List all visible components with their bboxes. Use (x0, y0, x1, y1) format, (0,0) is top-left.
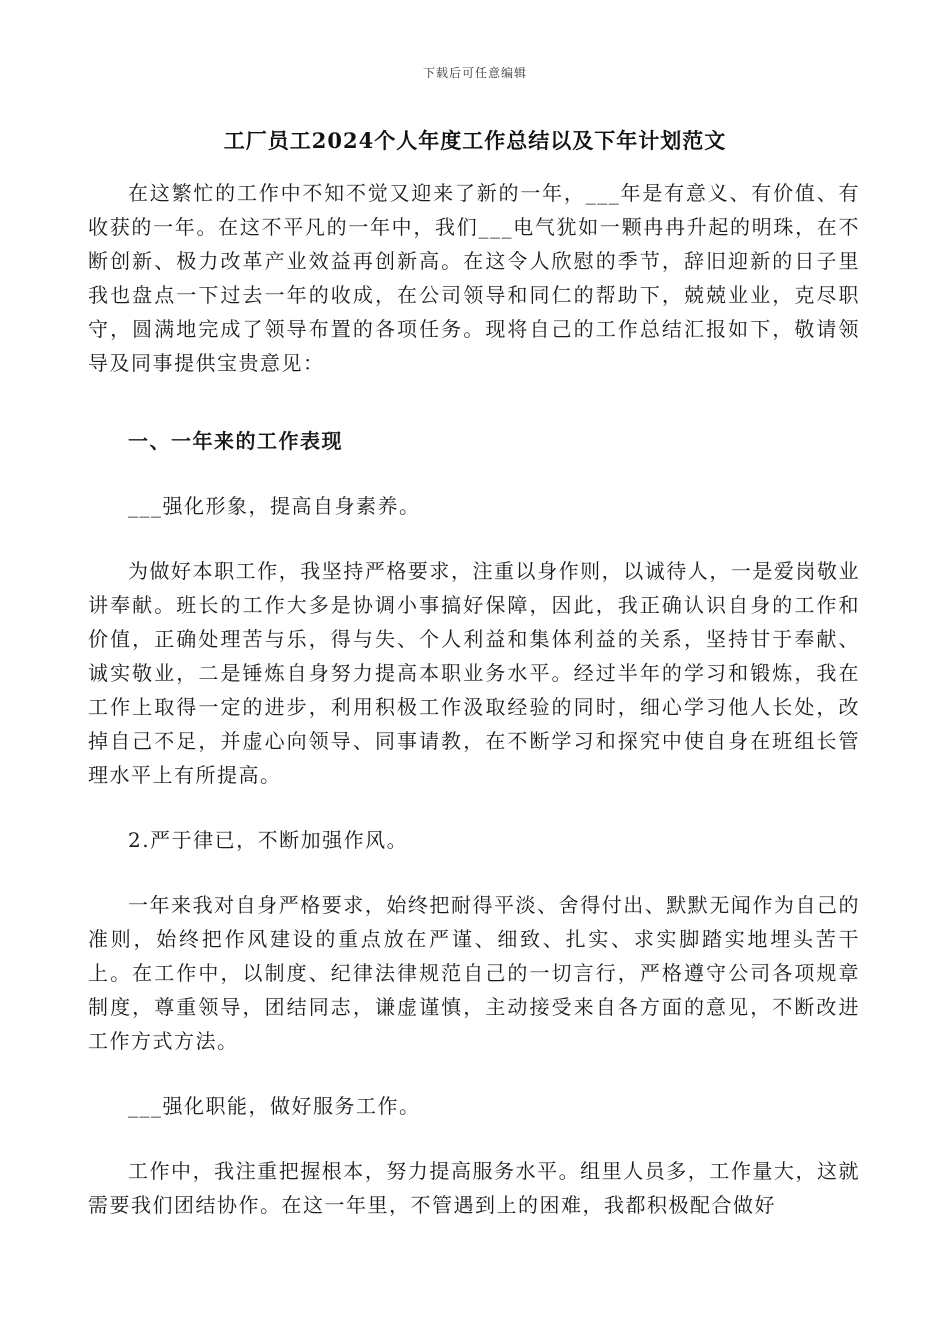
paragraph-1: 为做好本职工作，我坚持严格要求，注重以身作则，以诚待人，一是爱岗敬业讲奉献。班长的工作大多是协调小事搞好保障，因此，我正确认识自身的工作和价值，正确处理苦与乐，得与失、个人利益和集体利益的关系，坚持甘于奉献、诚实敬业，二是锤炼自身努力提高本职业务水平。经过半年的学习和锻炼，我在工作上取得一定的进步，利用积极工作汲取经验的同时，细心学习他人长处，改掉自己不足，并虚心向领导、同事请教，在不断学习和探究中使自身在班组长管理水平上有所提高。 (88, 559, 860, 787)
subheading-1: ___强化形象，提高自身素养。 (128, 494, 421, 518)
paragraph-3: 工作中，我注重把握根本，努力提高服务水平。组里人员多，工作量大，这就需要我们团结协作。在这一年里，不管遇到上的困难，我都积极配合做好 (88, 1159, 860, 1217)
document-body (88, 176, 860, 1222)
intro-paragraph: 在这繁忙的工作中不知不觉又迎来了新的一年，___年是有意义、有价值、有收获的一年。在这不平凡的一年中，我们___电气犹如一颗冉冉升起的明珠，在不断创新、极力改革产业效益再创新高。在这令人欣慰的季节，辞旧迎新的日子里我也盘点一下过去一年的收成，在公司领导和同仁的帮助下，兢兢业业，克尽职守，圆满地完成了领导布置的各项任务。现将自己的工作总结汇报如下，敬请领导及同事提供宝贵意见： (88, 181, 860, 375)
header-note: 下载后可任意编辑 (422, 66, 527, 80)
subheading-2: 2.严于律已，不断加强作风。 (128, 828, 409, 852)
paragraph-2: 一年来我对自身严格要求，始终把耐得平淡、舍得付出、默默无闻作为自己的准则，始终把作风建设的重点放在严谨、细致、扎实、求实脚踏实地埋头苦干上。在工作中，以制度、纪律法律规范自己的一切言行，严格遵守公司各项规章制度，尊重领导，团结同志，谦虚谨慎，主动接受来自各方面的意见，不断改进工作方式方法。 (88, 893, 860, 1053)
section-heading-1: 一、一年来的工作表现 (128, 429, 343, 453)
document-title: 工厂员工2024个人年度工作总结以及下年计划范文 (223, 128, 727, 153)
subheading-3: ___强化职能，做好服务工作。 (128, 1094, 421, 1118)
